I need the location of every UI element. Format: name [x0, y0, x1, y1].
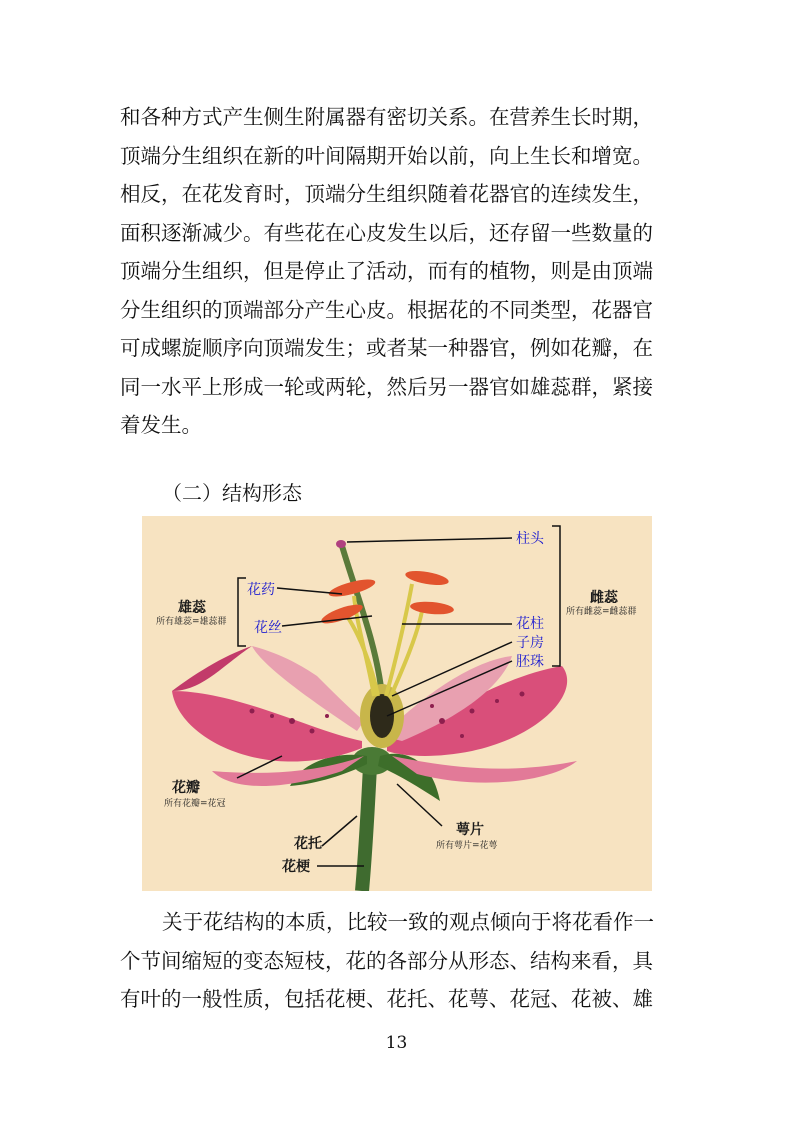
label-stigma: 柱头	[516, 531, 544, 547]
section-heading: （二）结构形态	[162, 481, 302, 505]
text-line: 分生组织的顶端部分产生心皮。根据花的不同类型，花器官	[120, 297, 653, 322]
stigma-shape	[336, 540, 346, 548]
label-anther: 花药	[247, 582, 275, 598]
flower-structure-figure	[142, 516, 652, 891]
text-line: 个节间缩短的变态短枝，花的各部分从形态、结构来看，具	[120, 948, 653, 973]
label-receptacle: 花托	[294, 836, 322, 852]
text-line: 顶端分生组织在新的叶间隔期开始以前，向上生长和增宽。	[120, 143, 653, 168]
label-sepal: 萼片	[456, 822, 484, 838]
text-line: 和各种方式产生侧生附属器有密切关系。在营养生长时期，	[120, 105, 653, 129]
label-sepal-note: 所有萼片=花萼	[436, 841, 498, 851]
paragraph-2	[120, 903, 680, 1019]
text-line: 相反，在花发育时，顶端分生组织随着花器官的连续发生，	[120, 182, 653, 206]
label-stamen: 雄蕊	[178, 600, 206, 616]
label-petal: 花瓣	[172, 780, 200, 796]
label-petal-note: 所有花瓣=花冠	[164, 799, 226, 809]
label-stamen-note: 所有雄蕊=雄蕊群	[156, 617, 227, 627]
label-pistil-note: 所有雌蕊=雌蕊群	[566, 607, 637, 617]
text-line: 着发生。	[120, 413, 202, 437]
text-line: 顶端分生组织，但是停止了活动，而有的植物，则是由顶端	[120, 259, 653, 283]
label-ovary: 子房	[516, 635, 544, 651]
label-pedicel: 花梗	[282, 859, 310, 875]
text-line: 有叶的一般性质，包括花梗、花托、花萼、花冠、花被、雄	[120, 987, 653, 1011]
label-pistil: 雌蕊	[590, 590, 618, 606]
text-line: 同一水平上形成一轮或两轮，然后另一器官如雄蕊群，紧接	[120, 374, 653, 399]
text-line: 可成螺旋顺序向顶端发生；或者某一种器官，例如花瓣，在	[120, 336, 653, 360]
ovule-shape	[370, 694, 394, 738]
page-number: 13	[385, 1033, 408, 1053]
text-line: 关于花结构的本质，比较一致的观点倾向于将花看作一	[162, 910, 654, 934]
flower-diagram	[142, 516, 652, 891]
pedicel-stem	[362, 766, 370, 891]
paragraph-1	[120, 98, 680, 445]
label-ovule: 胚珠	[516, 654, 544, 670]
label-filament: 花丝	[254, 620, 282, 636]
label-style: 花柱	[516, 616, 544, 632]
text-line: 面积逐渐减少。有些花在心皮发生以后，还存留一些数量的	[120, 220, 653, 245]
